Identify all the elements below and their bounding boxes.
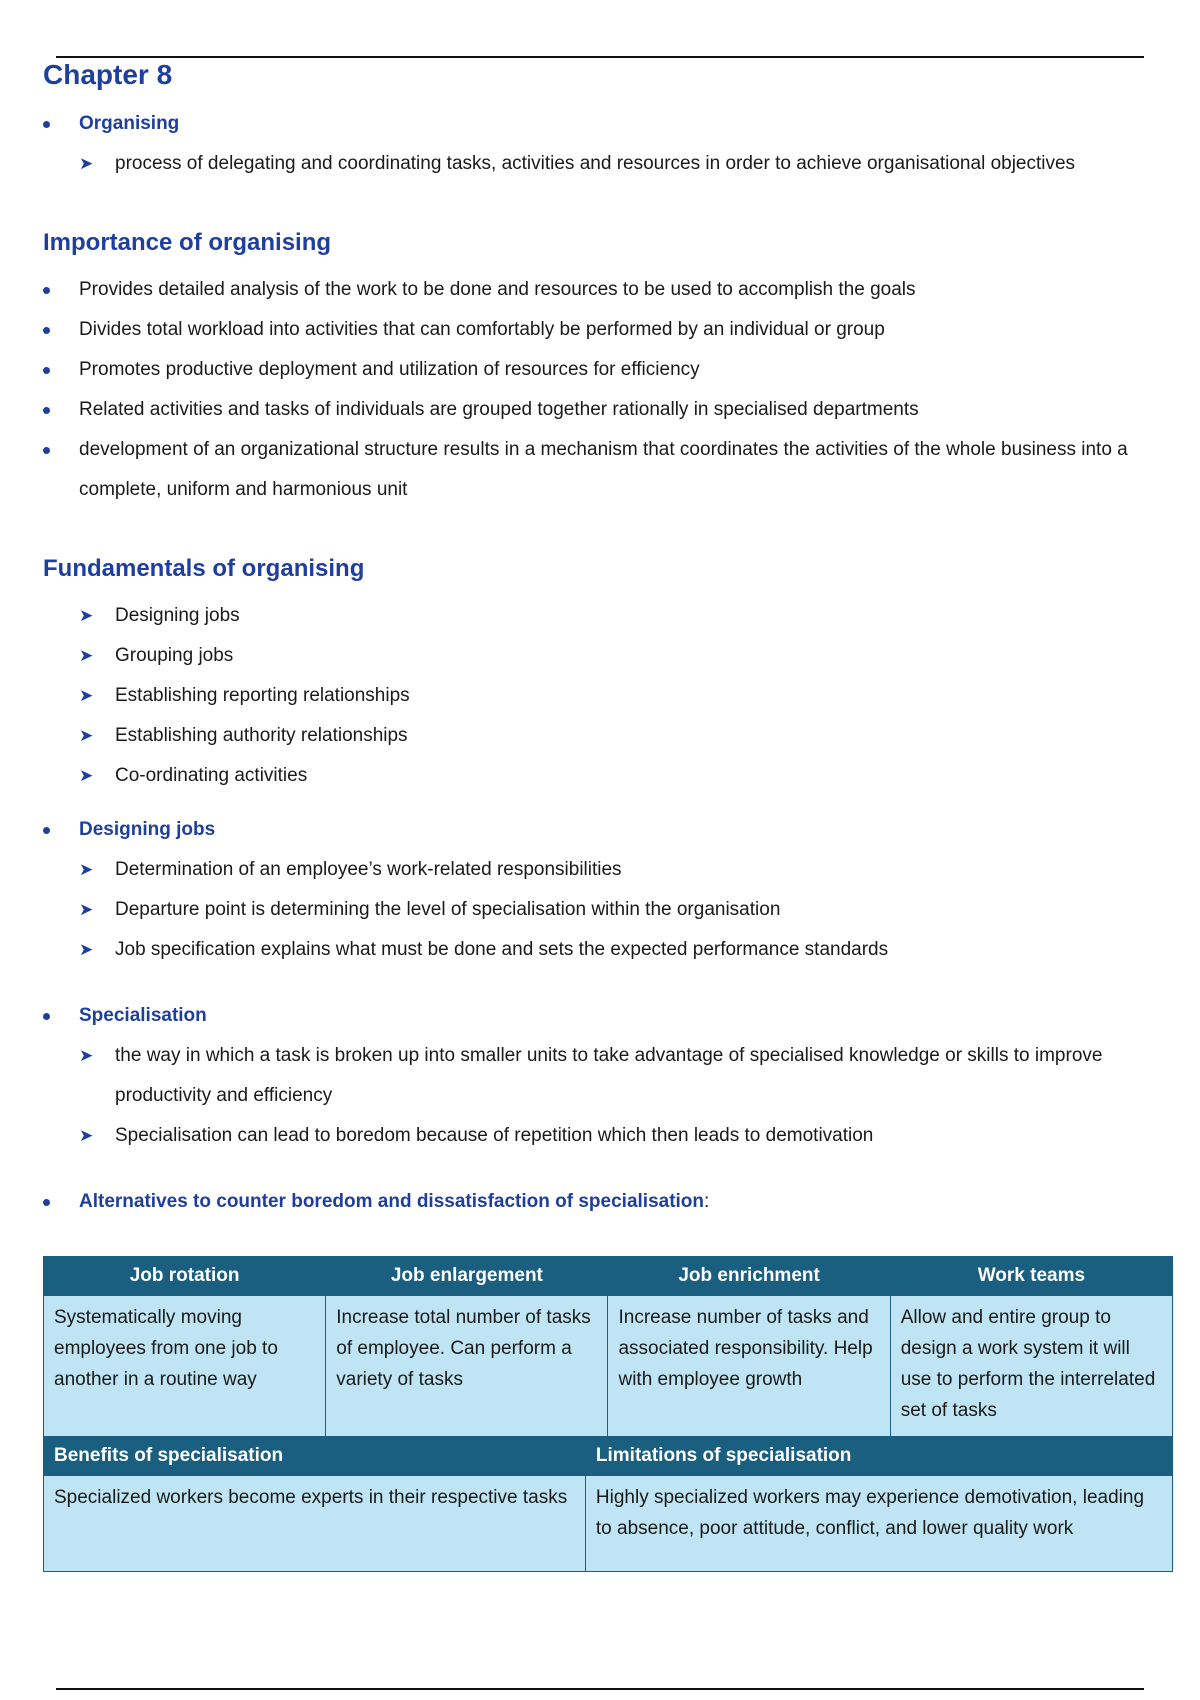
specialisation-heading [43, 996, 1173, 1036]
designing-jobs-heading [43, 810, 1173, 850]
organising-term [43, 104, 1173, 144]
importance-item-text: Promotes productive deployment and utilization of resources for efficiency [79, 359, 700, 380]
specialisation-heading-text: Specialisation [79, 1005, 207, 1026]
importance-item-text: Provides detailed analysis of the work to be done and resources to be used to accomplish the goals [79, 279, 916, 300]
arrow-bullet-icon: ➤ [79, 1126, 94, 1145]
fundamentals-item-text: Establishing authority relationships [115, 725, 408, 746]
bullet-icon [43, 447, 50, 454]
table-row [44, 1296, 1173, 1437]
importance-item [43, 430, 1173, 510]
fundamentals-item-text: Establishing reporting relationships [115, 685, 410, 706]
table-header-row [44, 1257, 1173, 1296]
chapter-title: Chapter 8 [43, 59, 173, 90]
alternatives-heading-text: Alternatives to counter boredom and dissatisfaction of specialisation [79, 1191, 705, 1212]
table-header: Job enlargement [326, 1257, 608, 1296]
table-cell: Increase total number of tasks of employee. Can perform a variety of tasks [326, 1296, 608, 1437]
table-header: Job rotation [44, 1257, 326, 1296]
table-header: Work teams [890, 1257, 1172, 1296]
designing-jobs-item-text: Departure point is determining the level of specialisation within the organisation [115, 899, 781, 920]
fundamentals-item-text: Designing jobs [115, 605, 240, 626]
bullet-icon [43, 367, 50, 374]
importance-item-text: Divides total workload into activities that can comfortably be performed by an individual or group [79, 319, 885, 340]
bullet-icon [43, 327, 50, 334]
benefits-cell: Specialized workers become experts in their respective tasks [44, 1476, 586, 1572]
table-header-row [44, 1437, 1173, 1476]
specialisation-item [43, 1116, 1173, 1156]
fundamentals-item-text: Co-ordinating activities [115, 765, 308, 786]
designing-jobs-item [43, 850, 1173, 890]
arrow-bullet-icon: ➤ [79, 860, 94, 879]
specialisation-item-text: the way in which a task is broken up into smaller units to take advantage of specialised knowledge or skills to improve productivity and efficiency [115, 1045, 1103, 1106]
fundamentals-item [43, 676, 1173, 716]
fundamentals-heading: Fundamentals of organising [43, 555, 365, 582]
specialisation-table [43, 1256, 1173, 1572]
fundamentals-item [43, 596, 1173, 636]
importance-item [43, 350, 1173, 390]
table-header: Job enrichment [608, 1257, 890, 1296]
organising-definition [43, 144, 1173, 184]
benefits-header: Benefits of specialisation [44, 1437, 586, 1476]
alternatives-heading [43, 1182, 1173, 1222]
bullet-icon [43, 1199, 50, 1206]
bullet-icon [43, 287, 50, 294]
bullet-icon [43, 827, 50, 834]
arrow-bullet-icon: ➤ [79, 940, 94, 959]
designing-jobs-item [43, 930, 1173, 970]
fundamentals-item [43, 636, 1173, 676]
spacer [43, 970, 1173, 996]
bullet-icon [43, 407, 50, 414]
arrow-bullet-icon: ➤ [79, 726, 94, 745]
importance-item-text: development of an organizational structure results in a mechanism that coordinates the activities of the whole business into a complete, uniform and harmonious unit [79, 439, 1128, 500]
importance-item [43, 310, 1173, 350]
arrow-bullet-icon: ➤ [79, 766, 94, 785]
importance-heading: Importance of organising [43, 229, 332, 256]
importance-item [43, 390, 1173, 430]
bottom-rule [56, 1688, 1144, 1690]
limitations-cell: Highly specialized workers may experience demotivation, leading to absence, poor attitude, conflict, and lower quality work [585, 1476, 1172, 1572]
spacer [43, 796, 1173, 810]
specialisation-item-text: Specialisation can lead to boredom because of repetition which then leads to demotivation [115, 1125, 874, 1146]
designing-jobs-item-text: Determination of an employee’s work-related responsibilities [115, 859, 622, 880]
arrow-bullet-icon: ➤ [79, 686, 94, 705]
fundamentals-item [43, 716, 1173, 756]
arrow-bullet-icon: ➤ [79, 646, 94, 665]
limitations-header: Limitations of specialisation [585, 1437, 1172, 1476]
arrow-bullet-icon: ➤ [79, 154, 94, 173]
table-cell: Increase number of tasks and associated responsibility. Help with employee growth [608, 1296, 890, 1437]
alternatives-colon: : [704, 1191, 710, 1212]
fundamentals-item-text: Grouping jobs [115, 645, 234, 666]
organising-definition-text: process of delegating and coordinating tasks, activities and resources in order to achieve organisational objectives [115, 153, 1076, 174]
organising-term-text: Organising [79, 113, 180, 134]
table-row [44, 1476, 1173, 1572]
table-cell: Systematically moving employees from one job to another in a routine way [44, 1296, 326, 1437]
importance-item [43, 270, 1173, 310]
spacer [43, 1156, 1173, 1182]
fundamentals-item [43, 756, 1173, 796]
arrow-bullet-icon: ➤ [79, 900, 94, 919]
arrow-bullet-icon: ➤ [79, 1046, 94, 1065]
designing-jobs-item-text: Job specification explains what must be done and sets the expected performance standards [115, 939, 889, 960]
bullet-icon [43, 121, 50, 128]
document-page [43, 58, 1173, 1572]
bullet-icon [43, 1013, 50, 1020]
importance-item-text: Related activities and tasks of individuals are grouped together rationally in specialised departments [79, 399, 919, 420]
designing-jobs-heading-text: Designing jobs [79, 819, 216, 840]
table-cell: Allow and entire group to design a work system it will use to perform the interrelated set of tasks [890, 1296, 1172, 1437]
designing-jobs-item [43, 890, 1173, 930]
specialisation-item [43, 1036, 1173, 1116]
arrow-bullet-icon: ➤ [79, 606, 94, 625]
